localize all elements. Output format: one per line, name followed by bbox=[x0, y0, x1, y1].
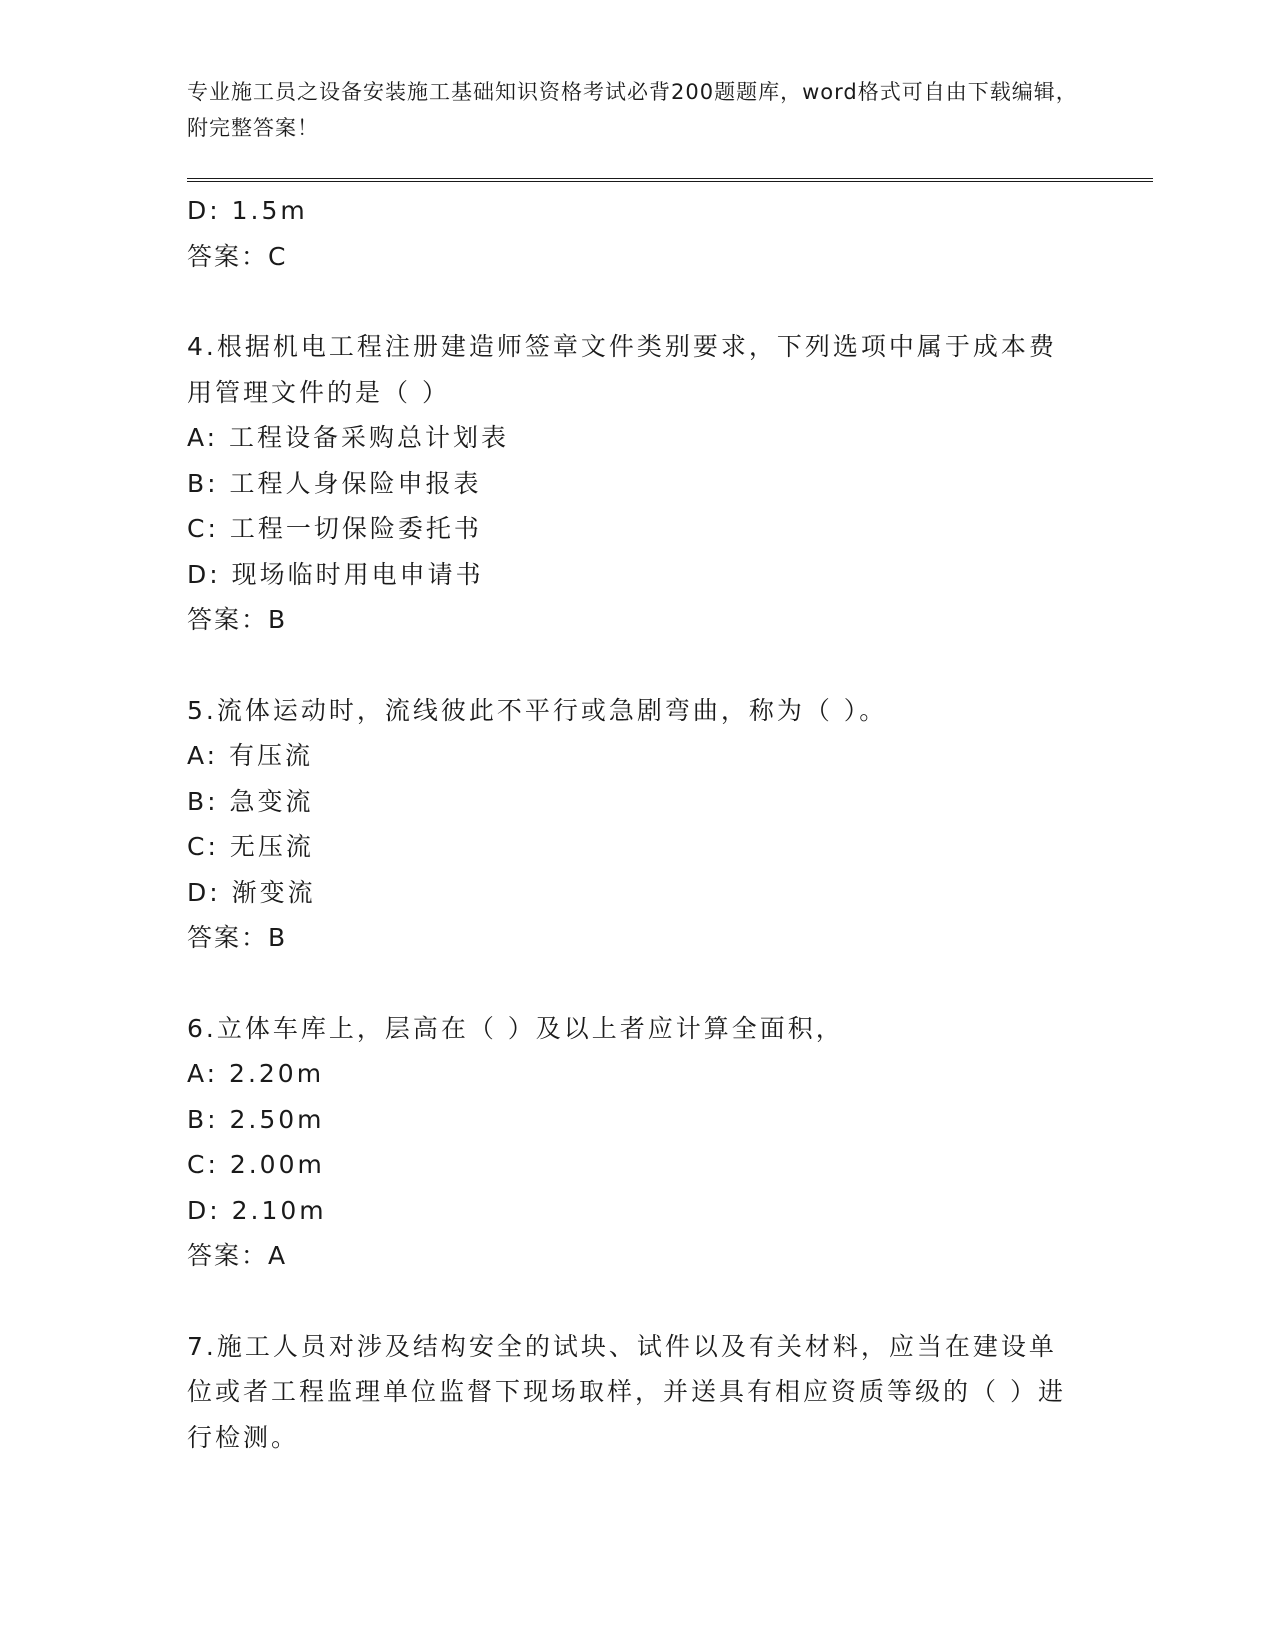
question-4 bbox=[187, 324, 1067, 643]
option-b: B: 急变流 bbox=[187, 786, 314, 816]
option-a: A: 工程设备采购总计划表 bbox=[187, 423, 510, 452]
option-a: A: 有压流 bbox=[187, 741, 314, 770]
option-c: C: 无压流 bbox=[187, 832, 314, 861]
question-text: 4.根据机电工程注册建造师签章文件类别要求，下列选项中属于成本费用管理文件的是（ ） bbox=[187, 332, 1057, 407]
answer-line: 答案：C bbox=[187, 241, 288, 271]
option-d: D: 现场临时用电申请书 bbox=[187, 559, 484, 589]
option-b: B: 2.50m bbox=[187, 1104, 325, 1134]
option-d: D: 渐变流 bbox=[187, 877, 316, 907]
answer-line: 答案：A bbox=[187, 1241, 288, 1270]
document-body bbox=[187, 188, 1067, 1460]
question-5 bbox=[187, 688, 1067, 961]
document-header: 专业施工员之设备安装施工基础知识资格考试必背200题题库，word格式可自由下载编辑，附完整答案！ bbox=[187, 80, 1078, 140]
option-c: C: 工程一切保险委托书 bbox=[187, 514, 482, 543]
option-c: C: 2.00m bbox=[187, 1150, 325, 1179]
answer-line: 答案：B bbox=[187, 605, 288, 634]
option-d: D: 1.5m bbox=[187, 196, 308, 225]
option-d: D: 2.10m bbox=[187, 1195, 327, 1225]
question-text: 6.立体车库上，层高在（ ）及以上者应计算全面积， bbox=[187, 1013, 844, 1043]
header-divider bbox=[187, 178, 1153, 182]
option-a: A: 2.20m bbox=[187, 1059, 325, 1088]
question-7 bbox=[187, 1324, 1067, 1461]
question-text: 7.施工人员对涉及结构安全的试块、试件以及有关材料，应当在建设单位或者工程监理单位监督下现场取样，并送具有相应资质等级的（ ）进行检测。 bbox=[187, 1331, 1066, 1452]
option-b: B: 工程人身保险申报表 bbox=[187, 468, 482, 498]
question-6 bbox=[187, 1006, 1067, 1279]
question-text: 5.流体运动时，流线彼此不平行或急剧弯曲，称为（ ）。 bbox=[187, 695, 888, 725]
answer-line: 答案：B bbox=[187, 923, 288, 952]
